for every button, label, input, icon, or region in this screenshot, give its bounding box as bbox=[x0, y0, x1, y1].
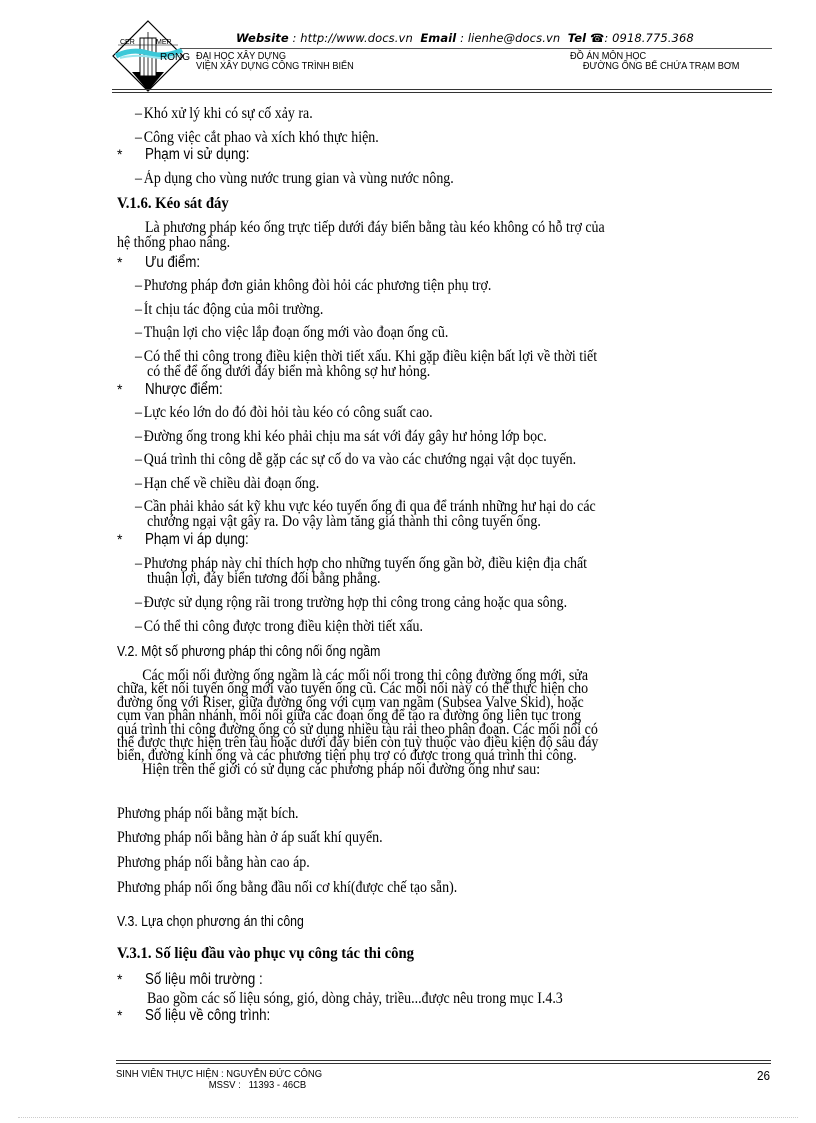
university-name: ĐẠI HỌC XÂY DỰNG bbox=[196, 51, 287, 62]
header-institution bbox=[196, 52, 354, 72]
subheading-scope: Phạm vi sử dụng: bbox=[145, 146, 250, 163]
list-item-cont: chướng ngại vật gây ra. Do vậy làm tăng giá thành thi công tuyến ống. bbox=[147, 513, 541, 530]
mssv-label: MSSV : bbox=[208, 1079, 241, 1091]
bullet-star: * bbox=[117, 531, 123, 547]
phone-icon: ☎ bbox=[589, 31, 605, 45]
list-item-cont: thuận lợi, đáy biển tương đối bằng phẳng. bbox=[147, 570, 381, 587]
paragraph-line: chữa, kết nối tuyến ống mới vào tuyến ống cũ. Các mối nối này có thể thực hiện cho bbox=[117, 680, 589, 698]
list-item: – Cần phải khảo sát kỹ khu vực kéo tuyến ống đi qua để tránh những hư hại do các bbox=[135, 499, 596, 515]
list-item: – Thuận lợi cho việc lắp đoạn ống mới vào đoạn ống cũ. bbox=[135, 325, 448, 341]
section-heading-v2: V.2. Một số phương pháp thi công nối ống ngầm bbox=[117, 643, 381, 660]
mssv-value: 11393 - 46CB bbox=[248, 1079, 307, 1091]
list-item: – Đường ống trong khi kéo phải chịu ma sát với đáy gây hư hỏng lớp bọc. bbox=[135, 429, 547, 445]
page-number: 26 bbox=[757, 1068, 771, 1083]
svg-text:MER: MER bbox=[156, 39, 172, 46]
institute-name: VIỆN XÂY DỰNG CÔNG TRÌNH BIỂN bbox=[196, 61, 354, 72]
method-item: Phương pháp nối bằng mặt bích. bbox=[117, 805, 299, 822]
project-title: ĐƯỜNG ỐNG BỂ CHỨA TRẠM BƠM bbox=[582, 61, 740, 72]
list-item: – Khó xử lý khi có sự cố xảy ra. bbox=[135, 106, 313, 122]
paragraph-line: đường ống với Riser, giữa đường ống với cụm van ngầm (Subsea Valve Skid), hoặc bbox=[117, 693, 584, 711]
paragraph-line: biển, đường kính ống và các phương tiện phụ trợ có được trong quá trình thi công. bbox=[117, 747, 577, 765]
subheading-works: Số liệu về công trình: bbox=[145, 1007, 271, 1024]
method-item: Phương pháp nối ống bằng đầu nối cơ khí(được chế tạo sẵn). bbox=[117, 879, 458, 896]
method-item: Phương pháp nối bằng hàn cao áp. bbox=[117, 854, 310, 871]
paragraph-line: Các mối nối đường ống ngầm là các mối nối trong thi công đường ống mới, sửa bbox=[142, 667, 589, 684]
tel-label: Tel bbox=[567, 31, 587, 45]
section-heading-v16: V.1.6. Kéo sát đáy bbox=[117, 195, 229, 212]
list-item: – Được sử dụng rộng rãi trong trường hợp thi công trong cảng hoặc qua sông. bbox=[135, 595, 567, 611]
list-item: – Có thể thi công được trong điều kiện thời tiết xấu. bbox=[135, 619, 423, 635]
header-contact bbox=[236, 31, 694, 45]
paragraph-line: cụm van phân nhánh, mối nối giữa các đoạn ống để tạo ra đường ống liên tục trong bbox=[117, 707, 582, 725]
paragraph-v2 bbox=[117, 669, 779, 776]
subheading-environment: Số liệu môi trường : bbox=[145, 971, 263, 988]
page-bottom-edge bbox=[18, 1117, 798, 1118]
list-item: – Hạn chế về chiều dài đoạn ống. bbox=[135, 476, 319, 492]
email-label: Email bbox=[420, 31, 457, 45]
paragraph-line: Hiện trên thế giới có sử dụng các phương pháp nối đường ống như sau: bbox=[142, 760, 541, 778]
footer-double-rule bbox=[116, 1060, 771, 1064]
section-heading-v3: V.3. Lựa chọn phương án thi công bbox=[117, 913, 304, 930]
list-item: – Có thể thi công trong điều kiện thời tiết xấu. Khi gặp điều kiện bất lợi về thời tiết bbox=[135, 349, 597, 365]
subheading-advantages: Ưu điểm: bbox=[145, 254, 201, 271]
paragraph-line: Là phương pháp kéo ống trực tiếp dưới đáy biển bằng tàu kéo không có hỗ trợ của bbox=[145, 219, 605, 236]
list-item: – Công việc cắt phao và xích khó thực hiện. bbox=[135, 130, 379, 146]
subheading-disadvantages: Nhược điểm: bbox=[145, 381, 223, 398]
bullet-star: * bbox=[117, 254, 123, 270]
email-link[interactable]: : lienhe@docs.vn bbox=[460, 31, 561, 45]
website-link[interactable]: : http://www.docs.vn bbox=[292, 31, 413, 45]
svg-text:CER: CER bbox=[120, 39, 135, 46]
section-heading-v31: V.3.1. Số liệu đầu vào phục vụ công tác thi công bbox=[117, 945, 415, 962]
bullet-star: * bbox=[117, 146, 123, 162]
tel-value: : 0918.775.368 bbox=[604, 31, 694, 45]
bullet-star: * bbox=[117, 1007, 123, 1023]
logo-side-text: RONG bbox=[160, 52, 190, 63]
student-name: NGUYỄN ĐỨC CÔNG bbox=[226, 1068, 323, 1080]
subheading-scope-applied: Phạm vi áp dụng: bbox=[145, 531, 249, 548]
list-item: – Áp dụng cho vùng nước trung gian và vùng nước nông. bbox=[135, 171, 454, 187]
paragraph-line: quá trình thi công đường ống có sử dụng nhiều tàu rải theo phân đoạn. Các mối nối có bbox=[117, 720, 598, 738]
list-item: – Phương pháp này chỉ thích hợp cho những tuyến ống gần bờ, điều kiện địa chất bbox=[135, 556, 587, 572]
header-project bbox=[570, 52, 739, 72]
bullet-star: * bbox=[117, 381, 123, 397]
list-item: – Ít chịu tác động của môi trường. bbox=[135, 302, 323, 318]
list-item: – Lực kéo lớn do đó đòi hỏi tàu kéo có công suất cao. bbox=[135, 405, 433, 421]
student-label: SINH VIÊN THỰC HIỆN : bbox=[116, 1068, 224, 1080]
header-rule bbox=[180, 48, 772, 49]
paragraph-line: hệ thống phao nâng. bbox=[117, 234, 231, 251]
website-label: Website bbox=[236, 31, 289, 45]
project-type: ĐỒ ÁN MÔN HỌC bbox=[570, 51, 647, 62]
list-item-cont: có thể để ống dưới đáy biển mà không sợ hư hỏng. bbox=[147, 363, 431, 380]
paragraph-line: Bao gồm các số liệu sóng, gió, dòng chảy, triều...được nêu trong mục I.4.3 bbox=[147, 990, 563, 1007]
method-item: Phương pháp nối bằng hàn ở áp suất khí quyển. bbox=[117, 829, 383, 846]
header-double-rule bbox=[112, 89, 772, 93]
footer-student-info bbox=[116, 1069, 322, 1091]
paragraph-line: thể được thực hiện trên tàu hoặc dưới đáy biển còn tuỳ thuộc vào điều kiện độ sâu đáy bbox=[117, 734, 599, 752]
list-item: – Quá trình thi công dễ gặp các sự cố do va vào các chướng ngại vật dọc tuyến. bbox=[135, 452, 576, 468]
list-item: – Phương pháp đơn giản không đòi hỏi các phương tiện phụ trợ. bbox=[135, 278, 491, 294]
bullet-star: * bbox=[117, 971, 123, 987]
